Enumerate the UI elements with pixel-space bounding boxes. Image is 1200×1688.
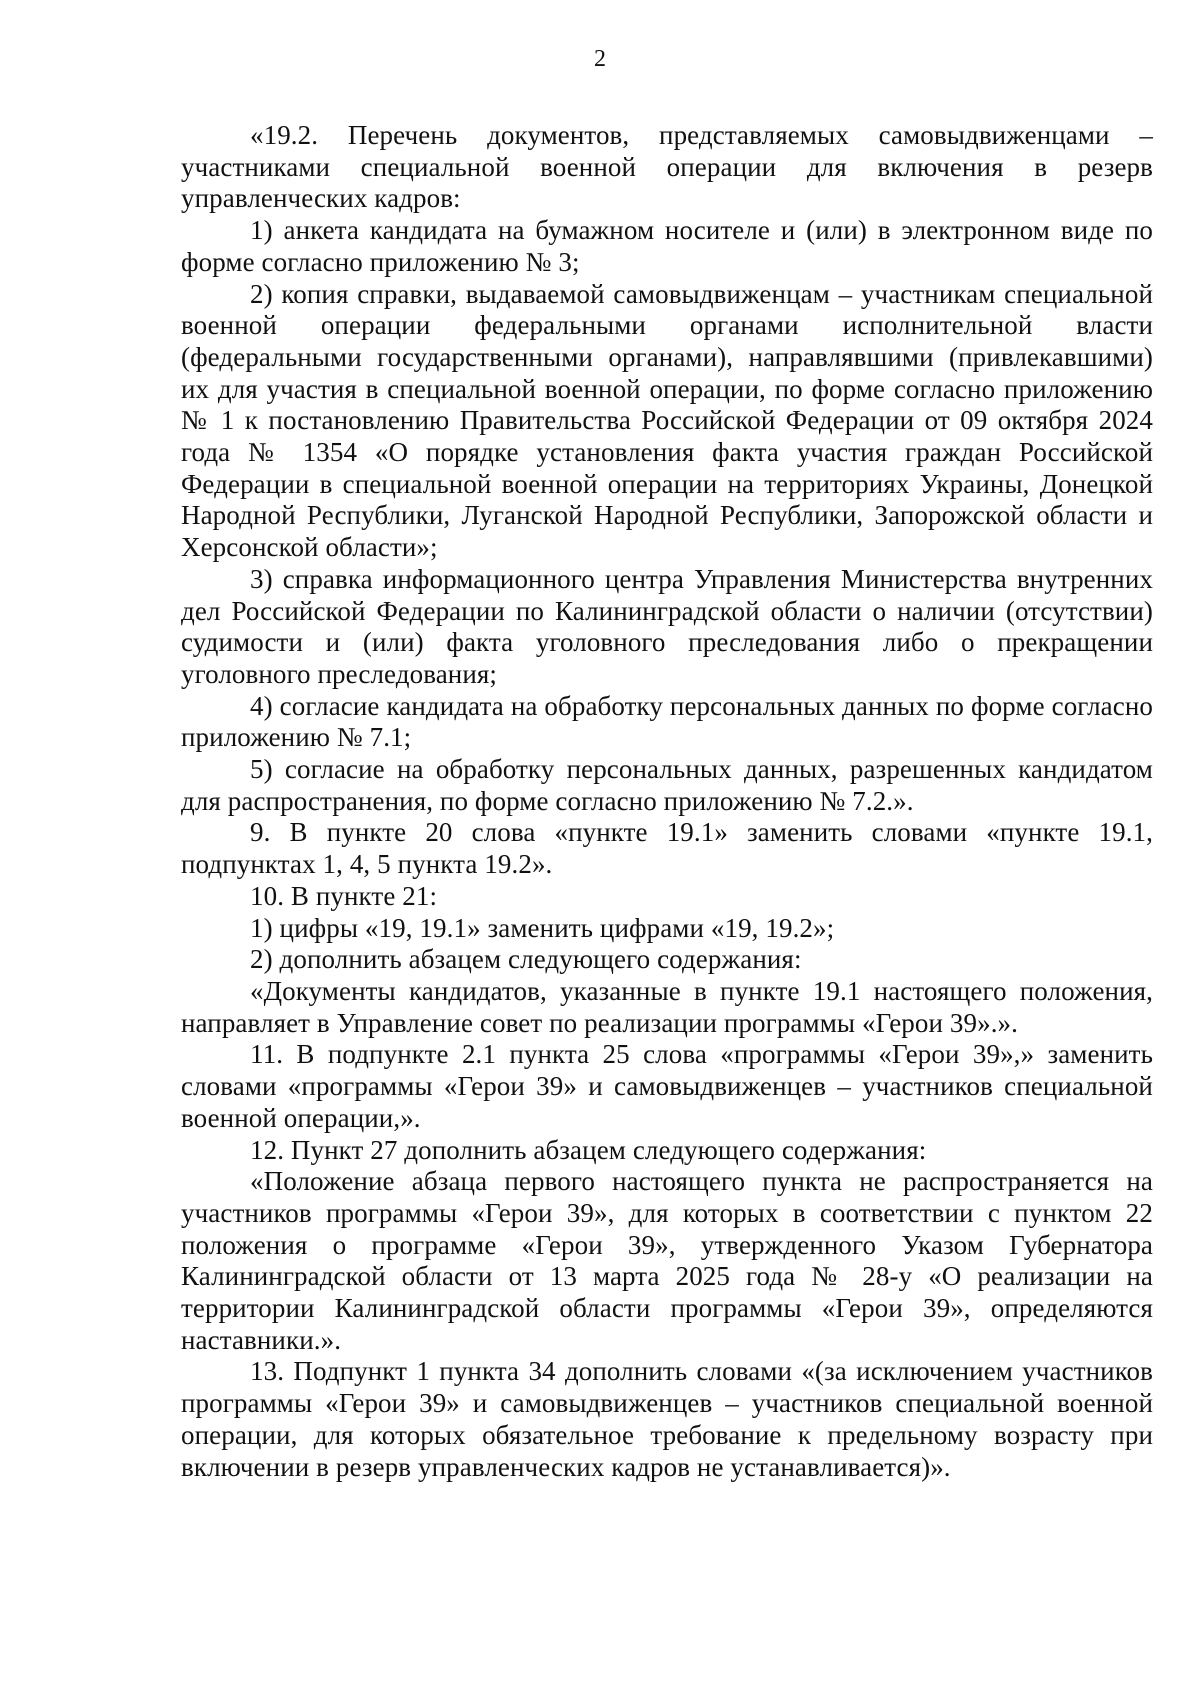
paragraph-clause-9: 9. В пункте 20 слова «пункте 19.1» заменить словами «пункте 19.1, подпунктах 1, 4, 5 пункта 19.2». (181, 817, 1153, 880)
paragraph-item-5-consent-distribution: 5) согласие на обработку персональных данных, разрешенных кандидатом для распространения, по форме согласно приложению № 7.2.». (181, 754, 1153, 816)
paragraph-clause-12: 12. Пункт 27 дополнить абзацем следующего содержания: (250, 1134, 927, 1165)
paragraph-clause-10-item-1: 1) цифры «19, 19.1» заменить цифрами «19, 19.2»; (250, 912, 835, 943)
paragraph-19-2-heading: «19.2. Перечень документов, представляемых самовыдвиженцами – участниками специальной военной операции для включения в резерв управленческих кадров: (181, 120, 1153, 214)
paragraph-item-2-certificate-copy: 2) копия справки, выдаваемой самовыдвиженцам – участникам специальной военной операции федеральными органами исполнительной власти (федеральными государственными органами), направлявшими (привлекавшими) их для участия в специальной военной операции, по форме согласно приложению № 1 к постановлению Правительства Российской Федерации от 09 октября 2024 года № 1354 «О порядке установления факта участия граждан Российской Федерации в специальной военной операции на территориях Украины, Донецкой Народной Республики, Луганской Народной Республики, Запорожской области и Херсонской области»; (181, 278, 1153, 563)
paragraph-item-3-criminal-record: 3) справка информационного центра Управления Министерства внутренних дел Российской Федерации по Калининградской области о наличии (отсутствии) судимости и (или) факта уголовного преследования либо о прекращении уголовного преследования; (181, 563, 1153, 689)
paragraph-clause-10-quote: «Документы кандидатов, указанные в пункте 19.1 настоящего положения, направляет в Управление совет по реализации программы «Герои 39».». (181, 975, 1153, 1038)
paragraph-clause-10-item-2: 2) дополнить абзацем следующего содержания: (250, 944, 802, 975)
paragraph-clause-11: 11. В подпункте 2.1 пункта 25 слова «программы «Герои 39»,» заменить словами «программы «Герои 39» и самовыдвиженцев – участников специальной военной операции,». (181, 1039, 1153, 1133)
document-body (181, 120, 1153, 1483)
page-number: 2 (594, 46, 606, 72)
paragraph-clause-10: 10. В пункте 21: (250, 880, 438, 911)
paragraph-item-1-questionnaire: 1) анкета кандидата на бумажном носителе и (или) в электронном виде по форме согласно приложению № 3; (181, 215, 1153, 277)
paragraph-clause-13: 13. Подпункт 1 пункта 34 дополнить словами «(за исключением участников программы «Герои 39» и самовыдвиженцев – участников специальной военной операции, для которых обязательное требование к предельному возрасту при включении в резерв управленческих кадров не устанавливается)». (181, 1356, 1153, 1482)
paragraph-clause-12-quote: «Положение абзаца первого настоящего пункта не распространяется на участников программы «Герои 39», для которых в соответствии с пунктом 22 положения о программе «Герои 39», утвержденного Указом Губернатора Калининградской области от 13 марта 2025 года № 28-у «О реализации на территории Калининградской области программы «Герои 39», определяются наставники.». (181, 1166, 1153, 1355)
paragraph-item-4-consent: 4) согласие кандидата на обработку персональных данных по форме согласно приложению № 7.1; (181, 690, 1153, 753)
